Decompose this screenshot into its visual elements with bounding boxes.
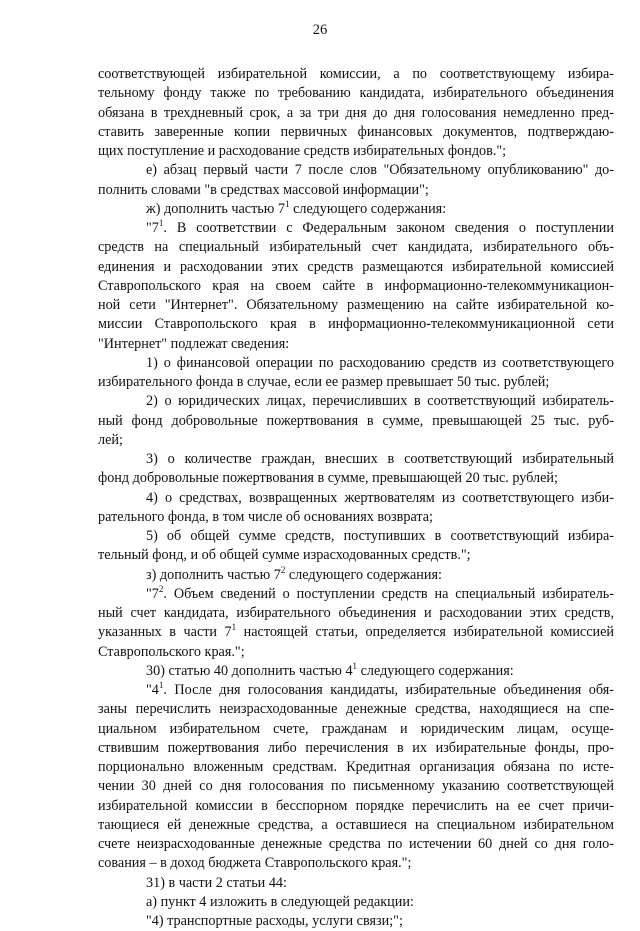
text-line [98,720,614,739]
text-line [98,65,614,84]
text-line [98,912,614,931]
text-segment: "Интернет" подлежат сведения: [98,335,290,352]
text-segment: ж) дополнить частью 7 [146,200,286,217]
text-segment: порционально вложенным средствам. Кредитная организация обязана по исте- [98,759,614,775]
text-line [98,585,614,604]
text-segment: чении 30 дней со дня голосования по письменному указанию соответствующей [98,778,614,795]
superscript: 1 [352,660,358,671]
text-line [98,700,614,719]
text-segment: ставить заверенные копии первичных финансовых документов, подтверждаю- [98,123,614,140]
text-segment: тельный фонд, и об общей сумме израсходованных средств."; [98,547,471,564]
text-line [98,777,614,796]
text-segment: фонд добровольные пожертвования в сумме, превышающей 20 тыс. рублей; [98,470,558,487]
text-segment: единения и расходовании этих средств размещаются избирательной комиссией [98,258,614,275]
text-line [98,450,614,469]
text-line [98,181,614,200]
text-line [98,527,614,546]
text-line [98,835,614,854]
text-line [98,373,614,392]
text-segment: щих поступление и расходование средств избирательных фондов."; [98,143,507,159]
text-line [98,277,614,296]
text-segment: з) дополнить частью 7 [146,566,281,583]
text-segment: . После дня голосования кандидаты, избирательные объединения обя- [163,682,614,698]
text-segment: ный фонд добровольные пожертвования в сумме, превышающей 25 тыс. руб- [98,412,614,429]
text-line [98,874,614,893]
text-segment: рательного фонда, в том числе об основаниях возврата; [98,508,433,525]
text-segment: заны перечислить неизрасходованные денежные средства, находящиеся на спе- [98,701,614,718]
text-segment: обязана в трехдневный срок, а за три дня до дня голосования немедленно пред- [98,104,614,121]
text-segment: "7 [146,220,159,236]
text-line [98,104,614,123]
text-segment: 5) об общей сумме средств, поступивших в соответствующий избира- [146,528,614,544]
text-line [98,123,614,142]
text-line [98,469,614,488]
text-line [98,739,614,758]
text-segment: тающиеся ей денежные средства, а оставшиеся на специальном избирательном [98,816,614,833]
text-segment: . Объем сведений о поступлении средств на специальный избиратель- [163,585,614,602]
text-line [98,219,614,238]
text-segment: . В соответствии с Федеральным законом сведения о поступлении [163,220,614,236]
text-segment: соответствующей избирательной комиссии, а по соответствующему избира- [98,66,614,82]
text-line [98,142,614,161]
text-segment: избирательного фонда в случае, если ее размер превышает 50 тыс. рублей; [98,374,550,390]
text-segment: указанных в части 7 [98,624,232,641]
text-segment: ной сети "Интернет". Обязательному размещению на сайте избирательной ко- [98,297,614,313]
text-segment: счете неизрасходованные денежные средства по истечении 60 дней со дня голо- [98,836,614,852]
text-segment: Ставропольского края на своем сайте в информационно-телекоммуникацион- [98,277,614,294]
text-segment: избирательной комиссии в бесспорном порядке перечислить на ее счет причи- [98,797,614,814]
superscript: 1 [158,218,164,228]
text-line [98,354,614,373]
text-segment: е) абзац первый части 7 после слов "Обязательному опубликованию" до- [146,162,614,179]
text-segment: 1) о финансовой операции по расходованию средств из соответствующего [146,354,614,371]
text-line [98,161,614,180]
text-line [98,200,614,219]
text-segment: лей; [98,431,123,448]
text-line [98,854,614,873]
text-line [98,604,614,623]
text-segment: сования – в доход бюджета Ставропольского края."; [98,855,412,872]
page-number: 26 [312,22,328,38]
text-segment: 3) о количестве граждан, внесших в соответствующий избирательный [146,451,614,467]
text-line [98,797,614,816]
text-line [98,893,614,912]
text-line [98,758,614,777]
text-line [98,84,614,103]
text-line [98,546,614,565]
superscript: 2 [158,583,164,594]
text-line [98,412,614,431]
text-segment: настоящей статьи, определяется избирательной комиссией [236,624,614,641]
text-line [98,681,614,700]
text-segment: следующего содержания: [357,662,514,679]
text-line [98,258,614,277]
text-segment: тельному фонду также по требованию кандидата, избирательного объединения [98,85,614,102]
text-segment: следующего содержания: [289,200,447,217]
text-line [98,623,614,642]
text-segment: 2) о юридических лицах, перечисливших в соответствующий избиратель- [146,393,614,410]
text-line [98,238,614,257]
text-segment: "4) транспортные расходы, услуги связи;"; [146,913,403,929]
text-segment: полнить словами "в средствах массовой информации"; [98,181,429,198]
superscript: 1 [231,622,237,633]
text-segment: средств на специальный избирательный счет кандидата, избирательного объ- [98,239,614,256]
text-line [98,489,614,508]
text-segment: ный счет кандидата, избирательного объединения и расходовании этих средств, [98,605,614,621]
text-segment: Ставропольского края."; [98,643,245,660]
text-line [98,508,614,527]
text-line [98,335,614,354]
text-segment: а) пункт 4 изложить в следующей редакции: [146,893,414,910]
superscript: 2 [280,564,286,575]
text-segment: миссии Ставропольского края в информационно-телекоммуникационной сети [98,316,614,333]
text-segment: 30) статью 40 дополнить частью 4 [146,662,353,679]
text-segment: ствившим пожертвования либо перечисления в их избирательные фонды, про- [98,739,614,756]
superscript: 1 [158,680,164,690]
superscript: 1 [285,198,290,209]
text-segment: "4 [146,682,159,698]
text-line [98,431,614,450]
text-segment: 4) о средствах, возвращенных жертвователям из соответствующего изби- [146,489,614,506]
text-line [98,816,614,835]
text-line [98,296,614,315]
text-line [98,315,614,334]
text-segment: следующего содержания: [285,566,442,583]
text-line [98,662,614,681]
text-line [98,566,614,585]
text-segment: 31) в части 2 статьи 44: [146,874,287,891]
text-line [98,392,614,411]
text-line [98,643,614,662]
document-body [98,65,614,931]
text-segment: циальном избирательном счете, гражданам и юридическим лицам, осуще- [98,720,614,737]
text-segment: "7 [146,585,159,602]
